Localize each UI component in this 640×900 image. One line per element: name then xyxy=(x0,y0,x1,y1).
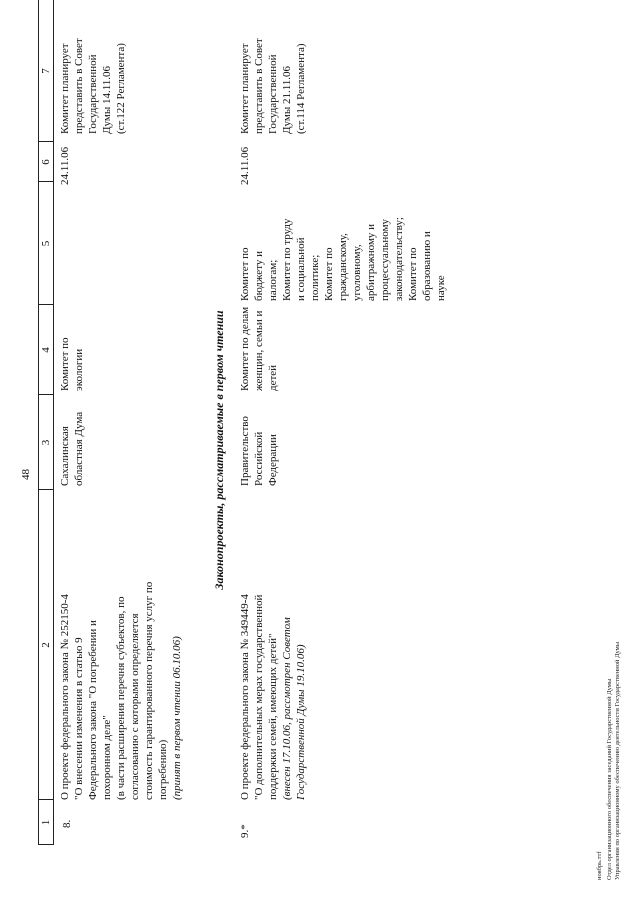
column-header-3: 3 xyxy=(40,439,52,446)
row-9-bill-text: О проекте федерального закона № 349449-4 "О дополнительных мерах государственной поддержки семей, имеющих детей" (внесен 17.10.06, рассмотрен Советом Государственной Думы 19.10.06) xyxy=(239,594,307,800)
row-8-committee: Комитет по экологии xyxy=(59,337,85,391)
column-header-6: 6 xyxy=(40,159,52,165)
column-header-1: 1 xyxy=(40,819,52,826)
footer-line-2: Управления по организационному обеспечению деятельности Государственной Думы xyxy=(614,641,621,880)
row-9-plan: Комитет планирует представить в Совет Государственной Думы 21.11.06 (ст.114 Регламента) xyxy=(239,38,307,134)
column-header-4: 4 xyxy=(40,347,52,353)
column-header-5: 5 xyxy=(40,240,52,247)
row-8-bill-text: О проекте федерального закона № 252150-4 "О внесении изменения в статью 9 Федерального закона "О погребении и похоронном деле" (в части расширения перечня субъектов, по согласованию с которыми определяется стоимость гарантированного перечня услуг по погребению) (принят в первом чтении 06.10.06) xyxy=(59,581,183,800)
section-title: Законопроекты, рассматриваемые в первом чтении xyxy=(212,310,226,590)
row-9-date: 24.11.06 xyxy=(239,146,251,185)
row-8-plan: Комитет планирует представить в Совет Государственной Думы 14.11.06 (ст.122 Регламента) xyxy=(59,38,127,134)
column-header-2: 2 xyxy=(40,642,52,648)
footer-line-1: Отдел организационного обеспечения заседаний Государственной Думы xyxy=(606,678,613,880)
column-header-7: 7 xyxy=(40,68,52,74)
row-9-committee: Комитет по делам женщин, семьи и детей xyxy=(239,306,279,391)
row-8-date: 24.11.06 xyxy=(59,146,71,185)
row-9-number: 9.* xyxy=(239,824,251,838)
page-number: 48 xyxy=(20,469,32,480)
row-9-author: Правительство Российской Федерации xyxy=(239,416,279,486)
row-8-author: Сахалинская областная Дума xyxy=(59,411,85,486)
table-header-bottom-rule xyxy=(53,0,54,845)
row-8-number: 8. xyxy=(61,819,73,828)
row-9-co-committees: Комитет по бюджету и налогам; Комитет по труду и социальной политике; Комитет по гражданскому, уголовному, арбитражному и процессуальному законодательству; Комитет по образованию и науке xyxy=(239,217,447,301)
footer-filename: ноябрь.ттf xyxy=(596,851,603,880)
